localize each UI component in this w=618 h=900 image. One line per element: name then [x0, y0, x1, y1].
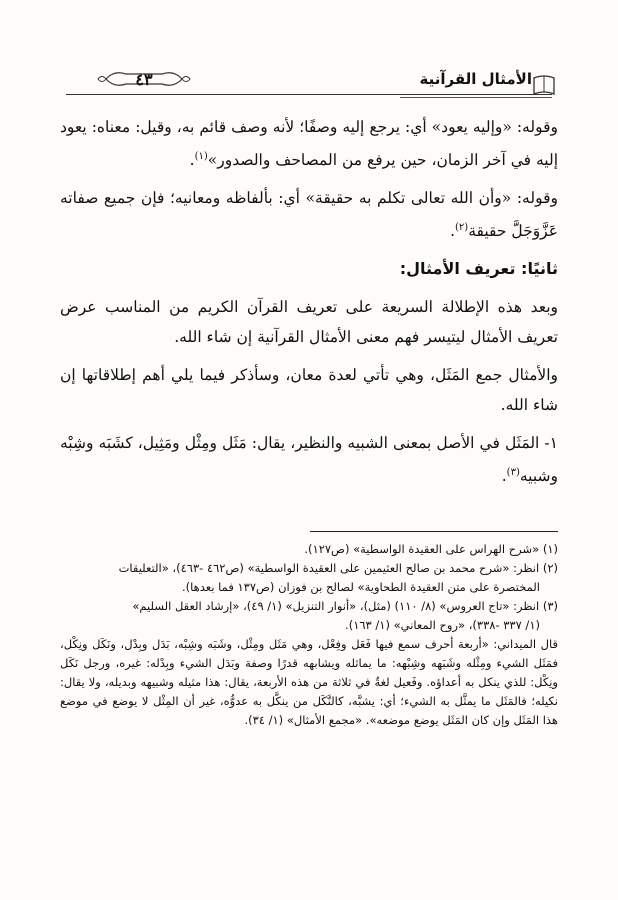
page-header [0, 0, 618, 112]
footnote-ref: (٣) [506, 467, 520, 479]
page-number-frame [96, 68, 192, 90]
paragraph: وبعد هذه الإطلالة السريعة على تعريف القرآن الكريم من المناسب عرض تعريف الأمثال ليتيسر فهم معنى الأمثال القرآنية إن شاء الله. [60, 298, 558, 347]
footnote-continuation: (١/ ٣٣٧ -٣٣٨)، «روح المعاني» (١/ ١٦٣). [345, 618, 540, 632]
paragraph: وقوله: «وأن الله تعالى تكلم به حقيقة» أي: بألفاظه ومعانيه؛ فإن جميع صفاته عَزَّوَجَلَّ حقيقة$^{(٢)}$. [60, 189, 558, 241]
footnote-quote: قال الميداني: «أربعة أحرف سمع فيها فَعَل وفِعْل، وهي مَثَل ومِثْل، وشَبَه وشِبْه، بَدَل وبِدْل، ونَكَل ونِكْل، فمَثَل الشيء ومِثْله وشَبَهه وشِبْهه: ما يماثله ويشابهه قدرًا وصفة وبَدَل الشيء وبِدْله: غيره، ورجل نَكَل ونِكْل: للذي ينكل به أعداؤه. وفَعيل لغةٌ في ثلاثة من هذه الأربعة، يقال: هذا مثيله وشبيهه وبديله، ولا يقال: نكيله؛ فالمَثَل ما يمثَّل به الشيء؛ أي: يشبَّه، كالنَّكَل من ينكَّل به عدوُّه، غير أن المِثْل لا يوضع في موضع هذا المَثَل وإن كان المَثَل يوضع موضعه». «مجمع الأمثال» (١/ ٣٤). [60, 637, 558, 727]
paragraph: ١- المَثَل في الأصل بمعنى الشبيه والنظير، يقال: مَثَل ومِثْل ومَثِيل، كشَبَه وشِبْه وشبيه$^{(٣)}$. [60, 434, 558, 486]
header-rule [66, 94, 552, 95]
paragraph: والأمثال جمع المَثَل، وهي تأتي لعدة معان، وسأذكر فيما يلي أهم إطلاقاتها إن شاء الله. [60, 366, 558, 415]
footnote-ref: (١) [194, 151, 208, 162]
footnote: (٣) انظر: «تاج العروس» (٨/ ١١٠) (مثل)، «أنوار التنزيل» (١/ ٤٩)، «إرشاد العقل السليم» [132, 599, 558, 613]
footnote-ref: (٢) [455, 222, 469, 234]
footnote-continuation: المختصرة على متن العقيدة الطحاوية» لصالح بن فوزان (ص١٣٧ فما بعدها). [182, 580, 540, 594]
footnote-separator [310, 531, 558, 532]
main-text [60, 112, 558, 499]
footnote: (٢) انظر: «شرح محمد بن صالح العثيمين على العقيدة الواسطية» (ص٤٦٢ -٤٦٣)، «التعليقات [118, 561, 558, 575]
header-rule-secondary [400, 97, 552, 98]
footnotes [60, 540, 558, 730]
running-title: الأمثال القرآنية [419, 70, 532, 88]
page-number: ٤٣ [135, 69, 153, 89]
section-heading: ثانيًا: تعريف الأمثال: [399, 259, 558, 279]
footnote: (١) «شرح الهراس على العقيدة الواسطية» (ص١٢٧). [304, 542, 558, 556]
paragraph: وقوله: «وإليه يعود» أي: يرجع إليه وصفًا؛ لأنه وصف قائم به، وقيل: معناه: يعود إليه في آخر الزمان، حين يرفع من المصاحف والصدور»$^{(١)}$. [60, 118, 558, 170]
